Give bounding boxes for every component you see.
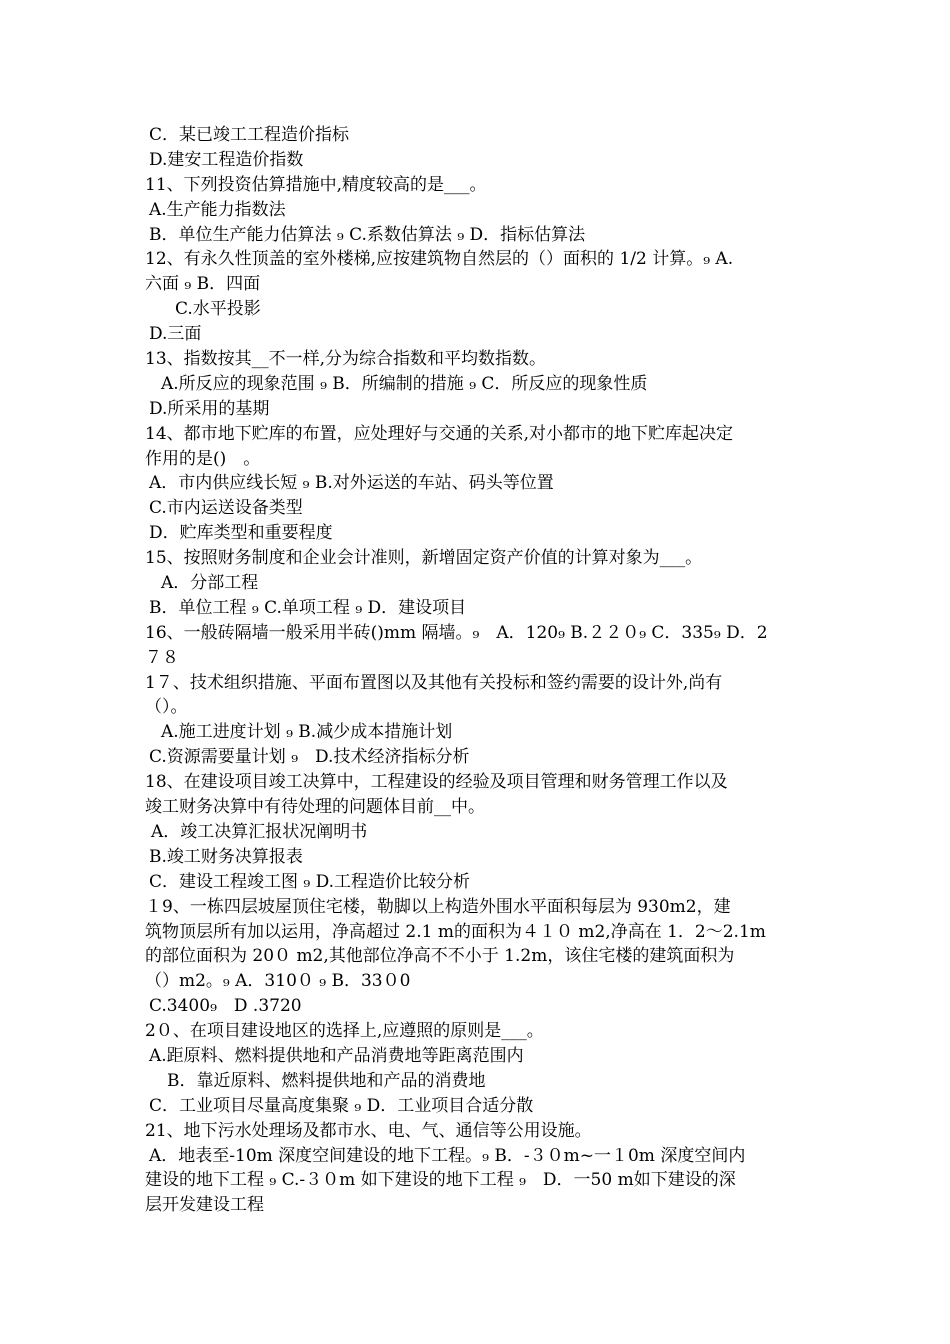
text-line: ７８ bbox=[145, 647, 179, 668]
text-line: 层开发建设工程 bbox=[145, 1195, 264, 1216]
text-line: C.水平投影 bbox=[175, 299, 261, 320]
text-line: A．竣工决算汇报状况阐明书 bbox=[151, 821, 368, 842]
text-line: 六面 ₉ B．四面 bbox=[145, 274, 261, 295]
text-line: 1７、技术组织措施、平面布置图以及其他有关投标和签约需要的设计外,尚有 bbox=[145, 672, 723, 693]
text-line: １9、一栋四层坡屋顶住宅楼，勒脚以上构造外围水平面积每层为 930m2，建 bbox=[145, 896, 731, 917]
text-line: D.建安工程造价指数 bbox=[149, 149, 304, 170]
text-line: A．地表至-10m 深度空间建设的地下工程。₉ B．-３０m~一１0m 深度空间内 bbox=[149, 1145, 746, 1166]
text-line: 21、地下污水处理场及都市水、电、气、通信等公用设施。 bbox=[145, 1120, 592, 1141]
text-line: 18、在建设项目竣工决算中，工程建设的经验及项目管理和财务管理工作以及 bbox=[145, 772, 728, 793]
text-line: B．靠近原料、燃料提供地和产品的消费地 bbox=[167, 1070, 486, 1091]
text-line: 16、一般砖隔墙一般采用半砖()mm 隔墙。₉ A．120₉ B.２２０₉ C．335₉ D．2 bbox=[145, 622, 768, 643]
text-line: 筑物顶层所有加以运用，净高超过 2.1 m的面积为４１０ m2,净高在 1．2～2.1m bbox=[145, 921, 766, 942]
document-body bbox=[145, 123, 810, 1218]
text-line: （）。 bbox=[145, 697, 188, 718]
text-line: D.所采用的基期 bbox=[149, 398, 270, 419]
text-line: 竣工财务决算中有待处理的问题体目前__中。 bbox=[145, 797, 485, 818]
text-line: A．分部工程 bbox=[161, 573, 259, 594]
text-line: C．某已竣工工程造价指标 bbox=[149, 125, 350, 145]
text-line: C.市内运送设备类型 bbox=[149, 498, 303, 519]
text-line: 12、有永久性顶盖的室外楼梯,应按建筑物自然层的（）面积的 1/2 计算。₉ A. bbox=[145, 249, 734, 270]
text-line: D.三面 bbox=[149, 324, 202, 345]
text-line: D．贮库类型和重要程度 bbox=[149, 523, 333, 544]
text-line: B.竣工财务决算报表 bbox=[149, 846, 303, 867]
text-line: C．工业项目尽量高度集聚 ₉ D．工业项目合适分散 bbox=[149, 1095, 534, 1116]
text-line: 11、下列投资估算措施中,精度较高的是___。 bbox=[145, 174, 487, 195]
text-line: A.生产能力指数法 bbox=[149, 199, 286, 220]
text-line: C．建设工程竣工图 ₉ D.工程造价比较分析 bbox=[149, 871, 471, 892]
text-line: B．单位生产能力估算法 ₉ C.系数估算法 ₉ D．指标估算法 bbox=[149, 224, 586, 245]
text-line: A.距原料、燃料提供地和产品消费地等距离范围内 bbox=[149, 1045, 524, 1066]
text-line: 建设的地下工程 ₉ C.-３０m 如下建设的地下工程 ₉ D．一50 m如下建设的深 bbox=[145, 1170, 736, 1191]
text-line: A．市内供应线长短 ₉ B.对外运送的车站、码头等位置 bbox=[149, 473, 554, 494]
text-line: C.资源需要量计划 ₉ D.技术经济指标分析 bbox=[149, 747, 470, 768]
text-line: （）m2。₉ A．310０ ₉ B．33０0 bbox=[145, 971, 411, 992]
text-line: 14、都市地下贮库的布置，应处理好与交通的关系,对小都市的地下贮库起决定 bbox=[145, 423, 734, 444]
text-line: B．单位工程 ₉ C.单项工程 ₉ D．建设项目 bbox=[149, 597, 467, 618]
text-line: A.施工进度计划 ₉ B.减少成本措施计划 bbox=[161, 722, 453, 743]
text-line: 13、指数按其__不一样,分为综合指数和平均数指数。 bbox=[145, 349, 547, 370]
text-line: 的部位面积为 20０ m2,其他部位净高不不小于 1.2m，该住宅楼的建筑面积为 bbox=[145, 946, 735, 967]
text-line: 作用的是() 。 bbox=[145, 448, 261, 469]
text-line: 2０、在项目建设地区的选择上,应遵照的原则是___。 bbox=[145, 1021, 544, 1042]
text-line: A.所反应的现象范围 ₉ B．所编制的措施 ₉ C．所反应的现象性质 bbox=[161, 373, 648, 394]
text-line: C.3400₉ D .3720 bbox=[149, 996, 302, 1017]
text-line: 15、按照财务制度和企业会计准则，新增固定资产价值的计算对象为___。 bbox=[145, 548, 703, 569]
